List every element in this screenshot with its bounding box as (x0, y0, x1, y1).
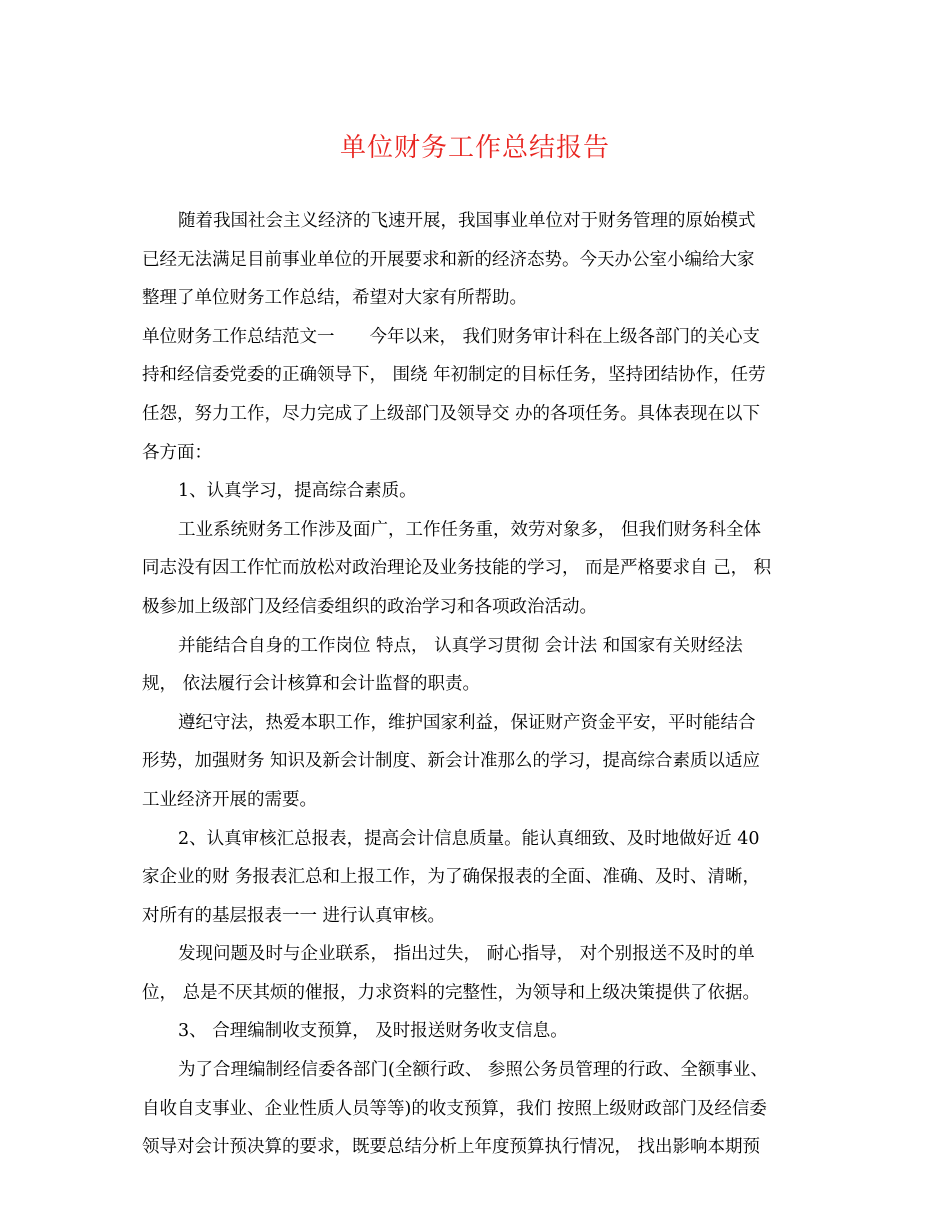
text-line: 3、 合理编制收支预算， 及时报送财务收支信息。 (178, 1021, 568, 1042)
text-line: 2、认真审核汇总报表，提高会计信息质量。能认真细致、及时地做好近 40 (178, 828, 760, 849)
text-line: 同志没有因工作忙而放松对政治理论及业务技能的学习， 而是严格要求自 己， 积 (142, 558, 772, 579)
text-line: 领导对会计预决算的要求，既要总结分析上年度预算执行情况， 找出影响本期预 (142, 1137, 761, 1158)
text-line: 并能结合自身的工作岗位 特点， 认真学习贯彻 会计法 和国家有关财经法 (178, 635, 743, 656)
text-line: 为了合理编制经信委各部门(全额行政、 参照公务员管理的行政、全额事业、 (178, 1060, 768, 1081)
text-line: 形势，加强财务 知识及新会计制度、新会计准那么的学习，提高综合素质以适应 (142, 751, 761, 772)
text-line: 遵纪守法，热爱本职工作，维护国家利益，保证财产资金平安，平时能结合 (178, 712, 756, 733)
text-line: 位， 总是不厌其烦的催报，力求资料的完整性，为领导和上级决策提供了依据。 (142, 982, 761, 1003)
text-line: 持和经信委党委的正确领导下， 围绕 年初制定的目标任务，坚持团结协作，任劳 (142, 365, 766, 386)
text-line: 任怨，努力工作，尽力完成了上级部门及领导交 办的各项任务。具体表现在以下 (142, 403, 761, 424)
text-line: 发现问题及时与企业联系， 指出过失， 耐心指导， 对个别报送不及时的单 (178, 944, 755, 965)
text-line: 单位财务工作总结范文一 今年以来， 我们财务审计科在上级各部门的关心支 (142, 326, 761, 347)
text-line: 家企业的财 务报表汇总和上报工作，为了确保报表的全面、准确、及时、清晰， (142, 867, 761, 888)
text-line: 工业经济开展的需要。 (142, 789, 317, 810)
document-title: 单位财务工作总结报告 (339, 133, 610, 163)
text-line: 极参加上级部门及经信委组织的政治学习和各项政治活动。 (142, 596, 597, 617)
text-line: 1、认真学习，提高综合素质。 (178, 481, 417, 502)
text-line: 随着我国社会主义经济的飞速开展，我国事业单位对于财务管理的原始模式 (178, 211, 756, 231)
text-line: 各方面： (142, 442, 212, 463)
text-line: 规， 依法履行会计核算和会计监督的职责。 (142, 674, 481, 695)
text-line: 工业系统财务工作涉及面广，工作任务重，效劳对象多， 但我们财务科全体 (178, 519, 762, 540)
text-line: 已经无法满足目前事业单位的开展要求和新的经济态势。今天办公室小编给大家 (142, 249, 755, 270)
text-line: 整理了单位财务工作总结，希望对大家有所帮助。 (142, 288, 527, 309)
document-body (142, 202, 802, 1167)
text-line: 自收自支事业、企业性质人员等等)的收支预算，我们 按照上级财政部门及经信委 (142, 1098, 767, 1119)
text-line: 对所有的基层报表一一 进行认真审核。 (142, 905, 446, 926)
